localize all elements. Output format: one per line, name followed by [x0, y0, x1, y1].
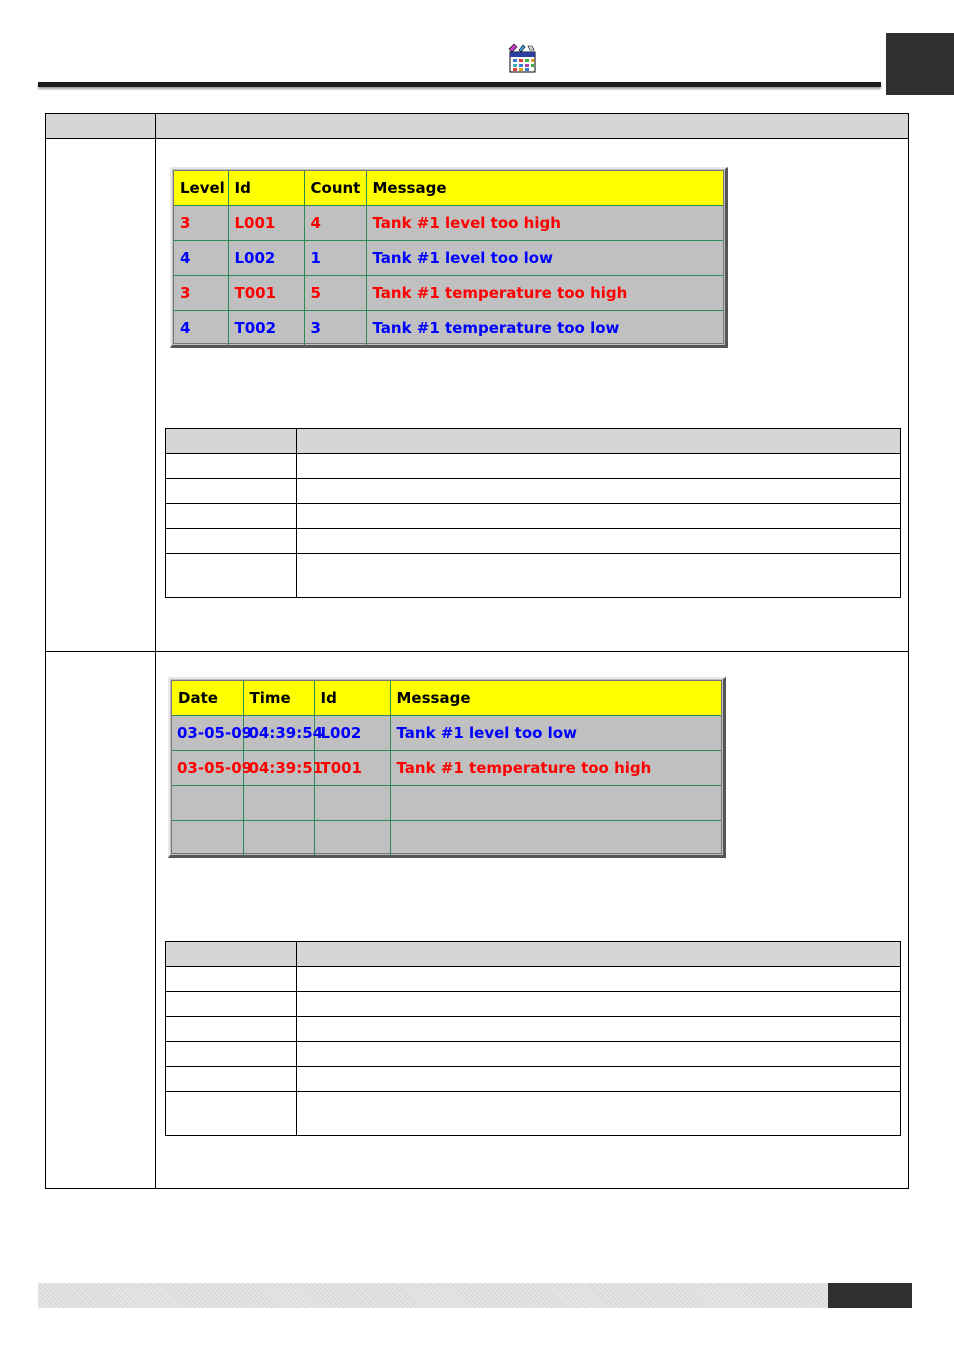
property-row	[166, 454, 901, 479]
alarm-message: Tank #1 temperature too high	[366, 276, 723, 311]
footer-bar	[38, 1283, 828, 1308]
alarm-row	[174, 311, 723, 346]
property-row	[166, 1042, 901, 1067]
alarm-row	[174, 241, 723, 276]
history-id: T001	[314, 751, 390, 786]
column-header-message: Message	[390, 681, 721, 716]
column-header-level: Level	[174, 171, 228, 206]
outer-row-divider	[46, 651, 908, 652]
property-table	[165, 941, 901, 1136]
alarm-message: Tank #1 temperature too low	[372, 319, 620, 337]
chapter-tab	[886, 33, 954, 95]
column-header-count: Count	[304, 171, 366, 206]
alarm-count: 1	[304, 241, 366, 276]
outer-table-header-row	[46, 114, 908, 139]
history-row-empty	[172, 821, 721, 856]
history-message: Tank #1 temperature too high	[390, 751, 721, 786]
history-date: 03-05-09	[172, 716, 243, 751]
history-time: 04:39:54	[243, 716, 314, 751]
property-table-header	[166, 429, 901, 454]
history-alarm-grid	[168, 677, 726, 858]
history-row-empty	[172, 786, 721, 821]
alarm-level: 4	[174, 311, 228, 346]
column-header-id: Id	[314, 681, 390, 716]
alarm-count: 4	[304, 206, 366, 241]
property-row	[166, 529, 901, 554]
property-row	[166, 504, 901, 529]
property-row	[166, 1092, 901, 1136]
history-row	[172, 716, 721, 751]
alarm-row	[174, 206, 723, 241]
column-header-time: Time	[243, 681, 314, 716]
column-header-message: Message	[366, 171, 723, 206]
grid-header-row	[172, 681, 721, 716]
property-row	[166, 1067, 901, 1092]
alarm-message: Tank #1 level too low	[366, 241, 723, 276]
column-header-id: Id	[228, 171, 304, 206]
alarm-id: T002	[228, 311, 304, 346]
grid-app-icon	[507, 43, 537, 73]
alarm-id: L001	[228, 206, 304, 241]
alarm-count: 5	[304, 276, 366, 311]
history-row	[172, 751, 721, 786]
property-table	[165, 428, 901, 598]
header-rule	[38, 82, 881, 87]
column-header-date: Date	[172, 681, 243, 716]
alarm-level: 3	[174, 206, 228, 241]
history-message: Tank #1 level too low	[390, 716, 721, 751]
alarm-row	[174, 276, 723, 311]
alarm-level: 4	[174, 241, 228, 276]
property-row	[166, 479, 901, 504]
history-id: L002	[314, 716, 390, 751]
history-time: 04:39:51	[243, 751, 314, 786]
alarm-count: 3	[304, 311, 366, 346]
alarm-id: L002	[228, 241, 304, 276]
property-row	[166, 992, 901, 1017]
active-alarm-grid	[170, 167, 728, 348]
history-date: 03-05-09	[172, 751, 243, 786]
alarm-message: Tank #1 level too high	[366, 206, 723, 241]
property-row	[166, 1017, 901, 1042]
alarm-level: 3	[174, 276, 228, 311]
property-row	[166, 554, 901, 598]
alarm-id: T001	[228, 276, 304, 311]
page-number-box	[828, 1283, 912, 1308]
property-row	[166, 967, 901, 992]
grid-header-row	[174, 171, 723, 206]
property-table-header	[166, 942, 901, 967]
